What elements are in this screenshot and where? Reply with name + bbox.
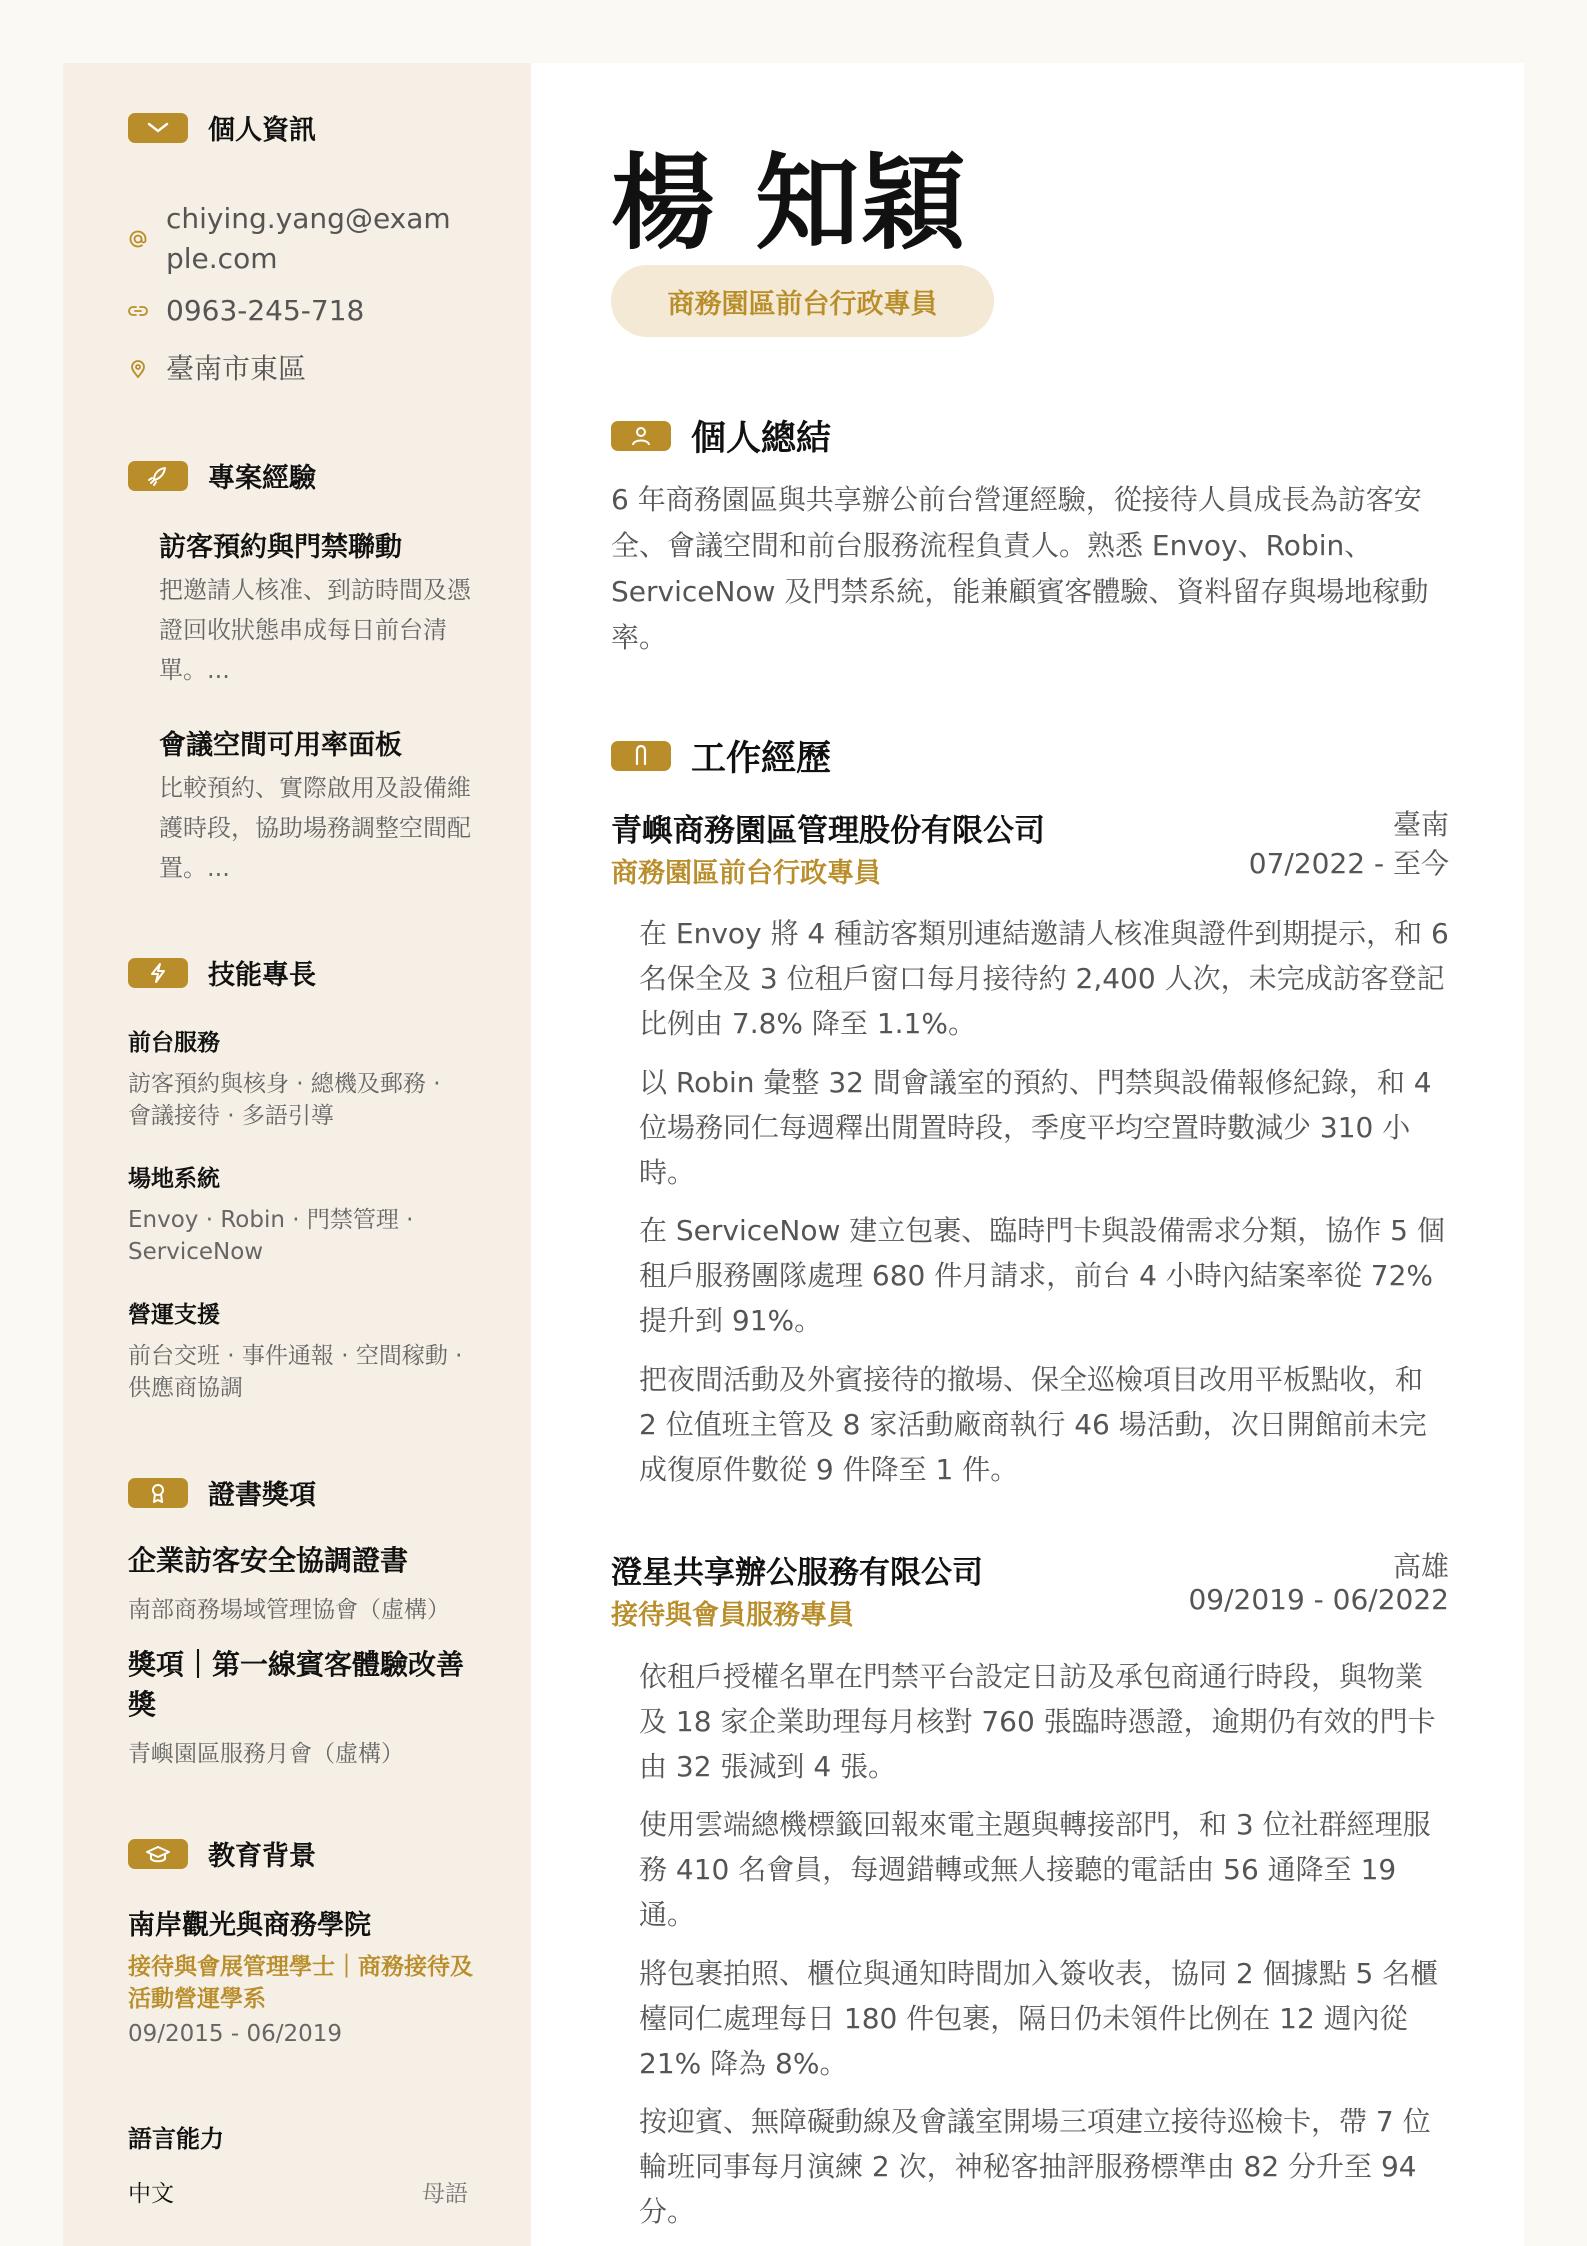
job-bullet: 依租戶授權名單在門禁平台設定日訪及承包商通行時段，與物業及 18 家企業助理每月核對 760 張臨時憑證，逾期仍有效的門卡由 32 張減到 4 張。 [639,1660,1436,1783]
main-column [531,63,1524,2246]
user-icon [611,421,671,451]
experience-header [611,731,831,781]
map-pin-icon [128,349,150,389]
cert-org: 青嶼園區服務月會（虛構） [128,1741,404,1767]
edu-degree: 接待與會展管理學士｜商務接待及活動營運學系 [128,1954,473,2012]
skill-items: 訪客預約與核身 · 總機及郵務 · 會議接待 · 多語引導 [128,1071,441,1129]
projects-header [128,456,316,495]
skills-header [128,953,316,992]
language-row [128,2175,468,2208]
location-text: 臺南市東區 [166,352,307,385]
project-desc: 比較預約、實際啟用及設備維護時段，協助場務調整空間配置。... [159,774,471,882]
graduation-cap-icon [128,1839,188,1869]
job-bullet: 將包裹拍照、櫃位與通知時間加入簽收表，協同 2 個據點 5 名櫃檯同仁處理每日 180 件包裹，隔日仍未領件比例在 12 週內從 21% 降為 8%。 [639,1957,1439,2080]
link-icon [128,291,150,331]
email-link[interactable]: chiying.yang@example.com [166,202,451,275]
edu-dates: 09/2015 - 06/2019 [128,2021,343,2047]
job-company: 青嶼商務園區管理股份有限公司 [611,813,1045,849]
role-badge: 商務園區前台行政專員 [611,265,994,337]
education-heading: 教育背景 [208,1841,316,1872]
job-title: 接待與會員服務專員 [611,1600,854,1631]
job-bullet: 在 Envoy 將 4 種訪客類別連結邀請人核准與證件到期提示，和 6 名保全及 3 位租戶窗口每月接待約 2,400 人次，未完成訪客登記比例由 7.8% 降至 1.1%。 [639,917,1449,1040]
summary-heading: 個人總結 [691,419,832,459]
cert-title: 企業訪客安全協調證書 [128,1544,409,1577]
personal-info-header [128,108,316,147]
skill-items: Envoy · Robin · 門禁管理 · ServiceNow [128,1207,414,1265]
job-title: 商務園區前台行政專員 [611,858,881,889]
mail-icon [128,113,188,143]
phone-text: 0963-245-718 [166,294,365,327]
job-location: 高雄 [1392,1550,1449,1583]
job-bullet: 以 Robin 彙整 32 間會議室的預約、門禁與設備報修紀錄，和 4 位場務同仁每週釋出閒置時段，季度平均空置時數減少 310 小時。 [639,1066,1432,1189]
project-title: 會議空間可用率面板 [159,730,402,761]
job-bullet: 使用雲端總機標籤回報來電主題與轉接部門，和 3 位社群經理服務 410 名會員，每週錯轉或無人接聽的電話由 56 通降至 19 通。 [639,1808,1431,1931]
skill-category: 場地系統 [128,1166,220,1192]
at-icon [128,199,150,279]
project-title: 訪客預約與門禁聯動 [159,532,402,563]
personal-info-heading: 個人資訊 [208,115,316,146]
skill-category: 營運支援 [128,1302,220,1328]
award-icon [128,1478,188,1508]
job-bullet: 在 ServiceNow 建立包裹、臨時門卡與設備需求分類，協作 5 個租戶服務團隊處理 680 件月請求，前台 4 小時內結案率從 72% 提升到 91%。 [639,1214,1445,1337]
certs-header [128,1473,316,1512]
skills-heading: 技能專長 [208,960,316,991]
job-dates: 07/2022 - 至今 [1248,847,1449,880]
job-dates: 09/2019 - 06/2022 [1188,1583,1449,1616]
summary-header [611,411,831,461]
education-header [128,1834,316,1873]
cert-org: 南部商務場域管理協會（虛構） [128,1597,450,1623]
summary-text: 6 年商務園區與共享辦公前台營運經驗，從接待人員成長為訪客安全、會議空間和前台服務流程負責人。熟悉 Envoy、Robin、ServiceNow 及門禁系統，能兼顧賓客體驗、資料留存與場地稼動率。 [611,483,1429,654]
job-bullet: 把夜間活動及外賓接待的撤場、保全巡檢項目改用平板點收，和 2 位值班主管及 8 家活動廠商執行 46 場活動，次日開館前未完成復原件數從 9 件降至 1 件。 [639,1363,1427,1486]
contact-email [128,199,468,279]
experience-heading: 工作經歷 [691,739,832,779]
briefcase-icon [611,741,671,771]
job-bullet: 按迎賓、無障礙動線及會議室開場三項建立接待巡檢卡，帶 7 位輪班同事每月演練 2 次，神秘客抽評服務標準由 82 分升至 94 分。 [639,2105,1431,2228]
contact-phone [128,291,364,331]
skill-items: 前台交班 · 事件通報 · 空間稼動 · 供應商協調 [128,1343,463,1401]
projects-heading: 專案經驗 [208,463,316,494]
language-name: 中文 [128,2181,174,2207]
contact-location [128,349,306,389]
languages-heading: 語言能力 [128,2125,224,2153]
lightning-icon [128,958,188,988]
language-level: 母語 [422,2181,468,2207]
cert-title: 獎項｜第一線賓客體驗改善獎 [128,1648,465,1721]
project-desc: 把邀請人核准、到訪時間及憑證回收狀態串成每日前台清單。... [159,576,471,684]
sidebar [63,63,531,2246]
rocket-icon [128,461,188,491]
edu-school: 南岸觀光與商務學院 [128,1910,371,1941]
skill-category: 前台服務 [128,1030,220,1056]
job-location: 臺南 [1392,808,1449,841]
resume-page [63,63,1524,2246]
candidate-name: 楊 知穎 [611,142,968,264]
certs-heading: 證書獎項 [208,1480,316,1511]
job-company: 澄星共享辦公服務有限公司 [611,1555,983,1591]
